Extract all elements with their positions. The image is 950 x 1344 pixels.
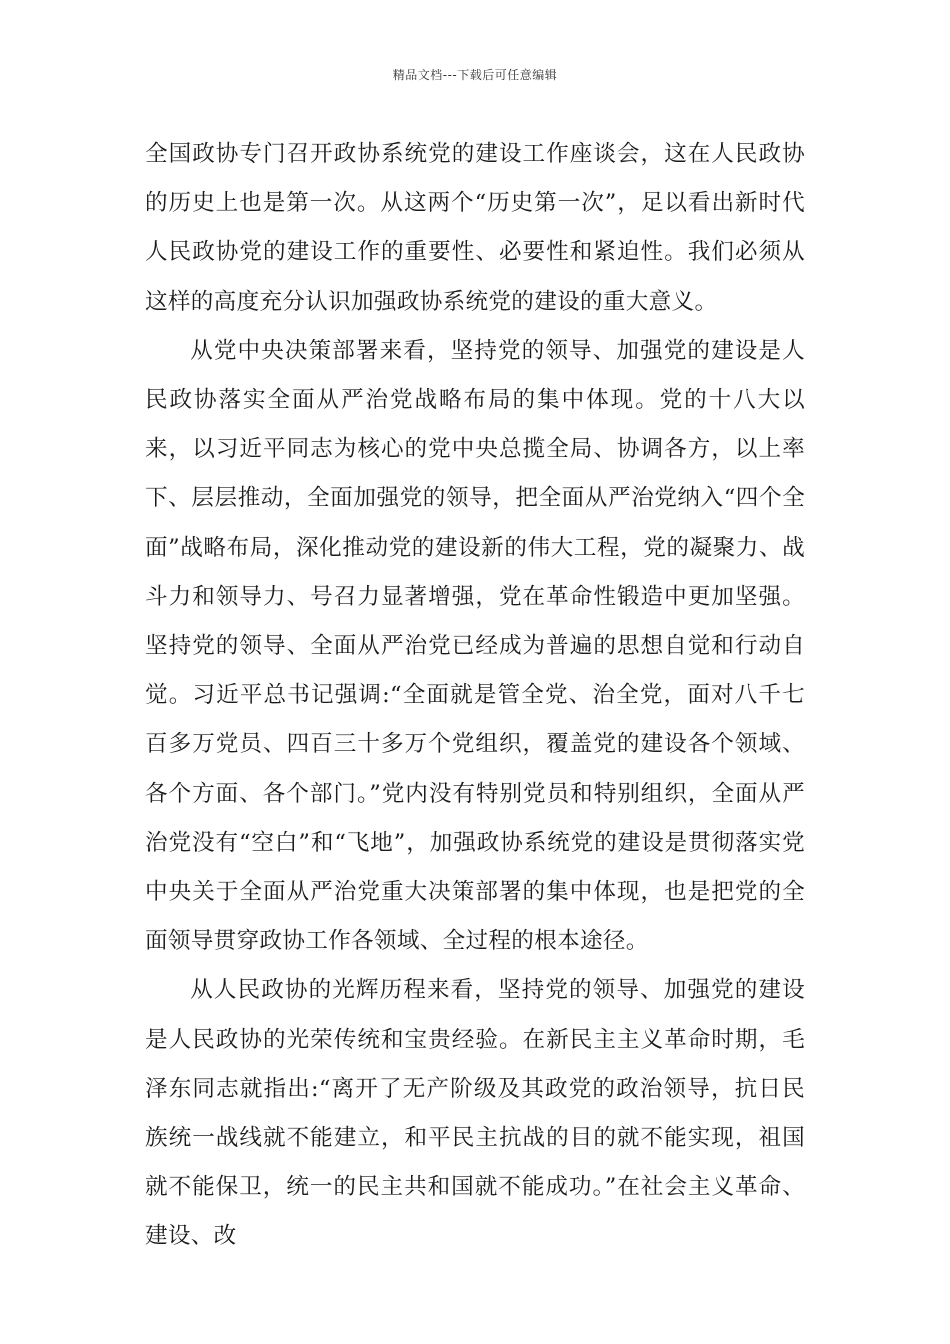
paragraph-1: 全国政协专门召开政协系统党的建设工作座谈会，这在人民政协的历史上也是第一次。从这两个“历史第一次”，足以看出新时代人民政协党的建设工作的重要性、必要性和紧迫性。我们必须从这样的高度充分认识加强政协系统党的建设的重大意义。	[145, 141, 805, 315]
paragraph-3: 从人民政协的光辉历程来看，坚持党的领导、加强党的建设是人民政协的光荣传统和宝贵经验。在新民主主义革命时期，毛泽东同志就指出:“离开了无产阶级及其政党的政治领导，抗日民族统一战线就不能建立，和平民主抗战的目的就不能实现，祖国就不能保卫，统一的民主共和国就不能成功。”在社会主义革命、建设、改	[145, 977, 805, 1250]
document-body	[145, 130, 805, 1262]
paragraph-2: 从党中央决策部署来看，坚持党的领导、加强党的建设是人民政协落实全面从严治党战略布局的集中体现。党的十八大以来，以习近平同志为核心的党中央总揽全局、协调各方，以上率下、层层推动，全面加强党的领导，把全面从严治党纳入“四个全面”战略布局，深化推动党的建设新的伟大工程，党的凝聚力、战斗力和领导力、号召力显著增强，党在革命性锻造中更加坚强。坚持党的领导、全面从严治党已经成为普遍的思想自觉和行动自觉。习近平总书记强调:“全面就是管全党、治全党，面对八千七百多万党员、四百三十多万个党组织，覆盖党的建设各个领域、各个方面、各个部门。”党内没有特别党员和特别组织，全面从严治党没有“空白”和“飞地”，加强政协系统党的建设是贯彻落实党中央关于全面从严治党重大决策部署的集中体现，也是把党的全面领导贯穿政协工作各领域、全过程的根本途径。	[145, 337, 805, 955]
page-header: 精品文档---下载后可任意编辑	[392, 68, 558, 82]
